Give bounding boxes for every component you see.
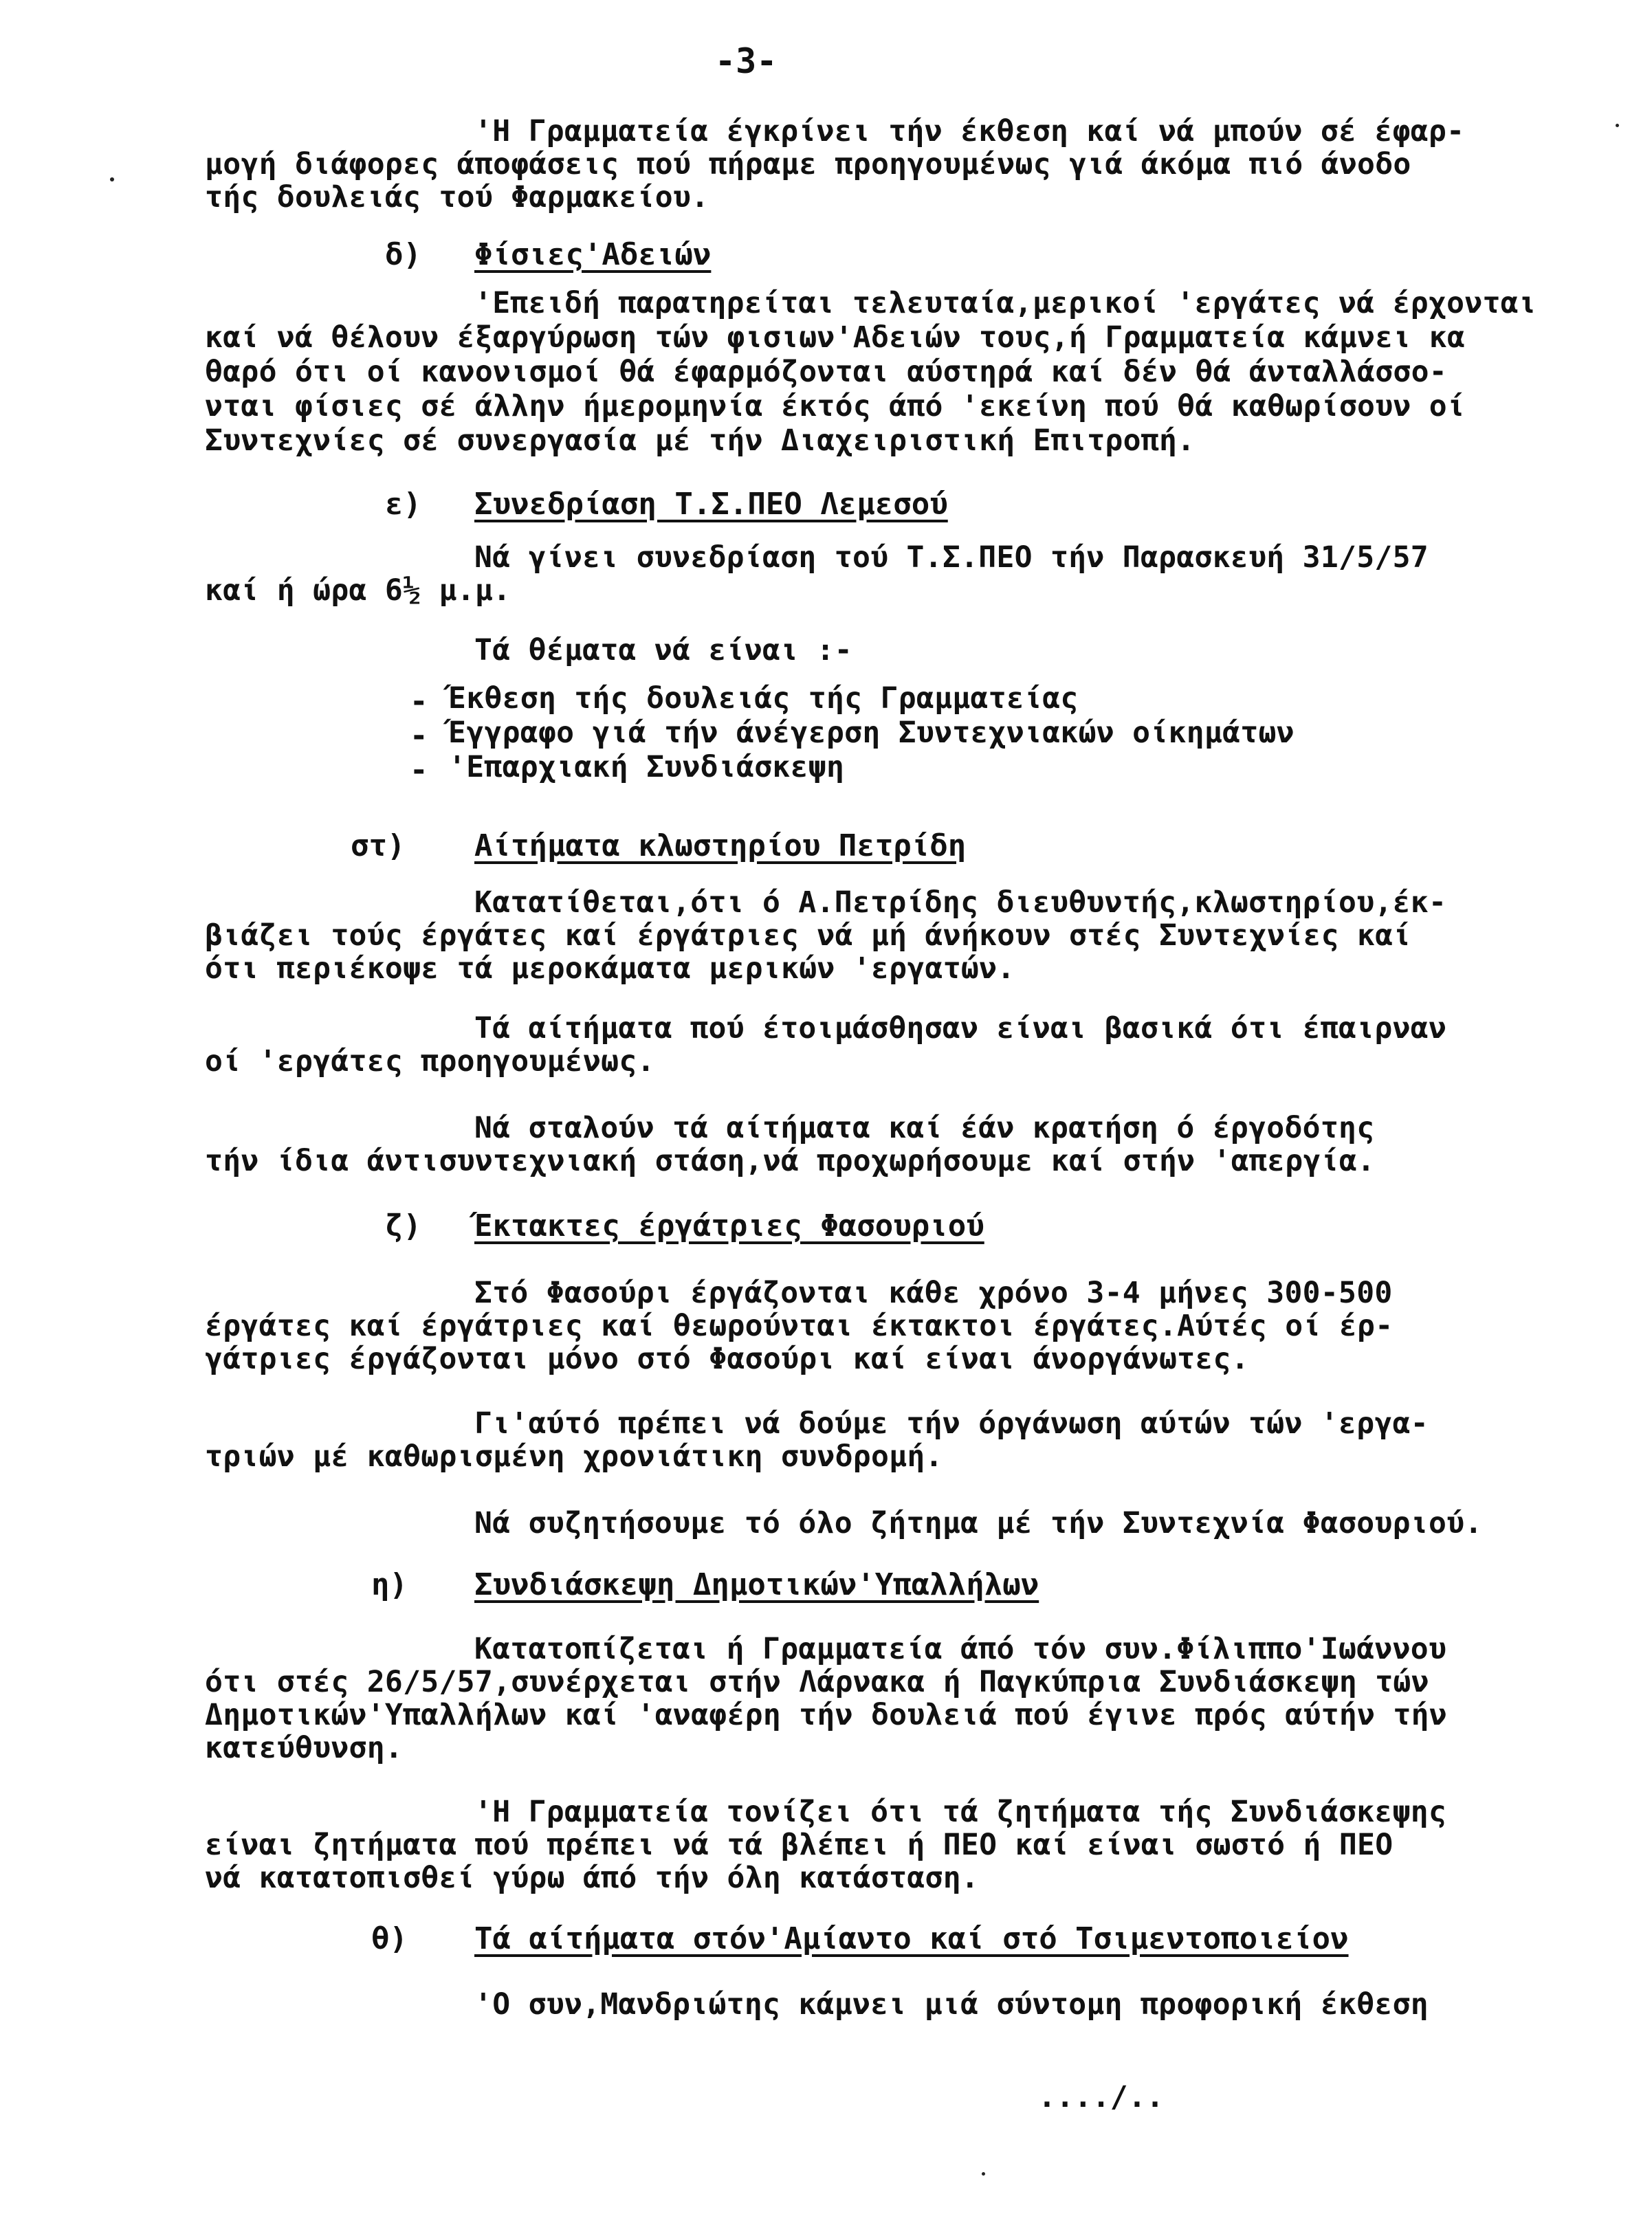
section-heading: Τά αίτήματα στόν'Αμίαντο καί στό Τσιμεντοποιείον — [474, 1921, 1349, 1956]
section-heading: Αίτήματα κλωστηρίου Πετρίδη — [474, 828, 967, 863]
body-line: 'Η Γραμματεία τονίζει ότι τά ζητήματα τής Συνδιάσκεψης — [474, 1795, 1447, 1829]
body-line: Κατατοπίζεται ή Γραμματεία άπό τόν συν.Φίλιππο'Ιωάννου — [474, 1632, 1447, 1666]
body-line: νά κατατοπισθεί γύρω άπό τήν όλη κατάσταση. — [205, 1861, 980, 1895]
body-line: βιάζει τούς έργάτες καί έργάτριες νά μή άνήκουν στές Συντεχνίες καί — [205, 918, 1411, 953]
body-line: Τά αίτήματα πού έτοιμάσθησαν είναι βασικά ότι έπαιρναν — [474, 1011, 1447, 1046]
body-line: έργάτες καί έργάτριες καί θεωρούνται έκτακτοι έργάτες.Αύτές οί έρ- — [205, 1309, 1394, 1343]
section-label: ε) — [385, 487, 421, 522]
section-heading: Συνδιάσκεψη Δημοτικών'Υπαλλήλων — [474, 1567, 1039, 1602]
body-line: 'Ο συν,Μανδριώτης κάμνει μιά σύντομη προφορική έκθεση — [474, 1987, 1429, 2022]
intro-line: μογή διάφορες άποφάσεις πού πήραμε προηγουμένως γιά άκόμα πιό άνοδο — [205, 147, 1411, 181]
topic-item: Έκθεση τής δουλειάς τής Γραμματείας — [448, 681, 1079, 716]
body-line: Δημοτικών'Υπαλλήλων καί 'αναφέρη τήν δουλειά πού έγινε πρός αύτήν τήν — [205, 1698, 1447, 1732]
topic-item: Έγγραφο γιά τήν άνέγερση Συντεχνιακών οίκημάτων — [448, 716, 1295, 750]
body-line: ότι στές 26/5/57,συνέρχεται στήν Λάρνακα ή Παγκύπρια Συνδιάσκεψη τών — [205, 1665, 1429, 1699]
body-line: Γι'αύτό πρέπει νά δούμε τήν όργάνωση αύτών τών 'εργα- — [474, 1406, 1429, 1441]
body-line: τριών μέ καθωρισμένη χρονιάτικη συνδρομή. — [205, 1439, 943, 1474]
body-line: θαρό ότι οί κανονισμοί θά έφαρμόζονται αύστηρά καί δέν θά άνταλλάσσο- — [205, 355, 1447, 389]
scan-speck — [110, 177, 114, 181]
body-line: Συντεχνίες σέ συνεργασία μέ τήν Διαχειριστική Επιτροπή. — [205, 423, 1196, 458]
topics-intro: Τά θέματα νά είναι :- — [474, 633, 852, 667]
bullet-dash: - — [410, 753, 428, 788]
body-line: Κατατίθεται,ότι ό Α.Πετρίδης διευθυντής,κλωστηρίου,έκ- — [474, 885, 1447, 920]
body-line: καί νά θέλουν έξαργύρωση τών φισιων'Αδειών τους,ή Γραμματεία κάμνει κα — [205, 320, 1466, 355]
section-heading: Έκτακτες έργάτριες Φασουριού — [474, 1208, 984, 1243]
body-line: Νά σταλούν τά αίτήματα καί έάν κρατήση ό έργοδότης — [474, 1111, 1375, 1145]
body-line: είναι ζητήματα πού πρέπει νά τά βλέπει ή ΠΕΟ καί είναι σωστό ή ΠΕΟ — [205, 1828, 1394, 1862]
body-line: 'Επειδή παρατηρείται τελευταία,μερικοί 'εργάτες νά έρχονται — [474, 286, 1537, 320]
section-heading: Συνεδρίαση Τ.Σ.ΠΕΟ Λεμεσού — [474, 487, 948, 522]
continuation-mark: ..../.. — [1038, 2080, 1165, 2114]
body-line: Στό Φασούρι έργάζονται κάθε χρόνο 3-4 μήνες 300-500 — [474, 1276, 1393, 1310]
section-label: στ) — [351, 828, 406, 863]
section-label: θ) — [371, 1921, 408, 1956]
section-label: η) — [371, 1567, 408, 1602]
body-line: καί ή ώρα 6½ μ.μ. — [205, 573, 511, 608]
body-line: κατεύθυνση. — [205, 1731, 404, 1765]
bullet-dash: - — [410, 684, 428, 719]
body-line: τήν ίδια άντισυντεχνιακή στάση,νά προχωρήσουμε καί στήν 'απεργία. — [205, 1144, 1376, 1178]
topic-item: 'Επαρχιακή Συνδιάσκεψη — [448, 750, 845, 784]
body-line: ότι περιέκοψε τά μεροκάματα μερικών 'εργατών. — [205, 951, 1015, 986]
scan-speck — [1616, 124, 1619, 127]
section-label: δ) — [385, 237, 421, 272]
body-line: οί 'εργάτες προηγουμένως. — [205, 1044, 655, 1079]
body-line: Νά γίνει συνεδρίαση τού Τ.Σ.ΠΕΟ τήν Παρασκευή 31/5/57 — [474, 540, 1429, 575]
section-heading: Φίσιες'Αδειών — [474, 237, 712, 272]
body-line: Νά συζητήσουμε τό όλο ζήτημα μέ τήν Συντεχνία Φασουριού. — [474, 1506, 1483, 1540]
body-line: νται φίσιες σέ άλλην ήμερομηνία έκτός άπό 'εκείνη πού θά καθωρίσουν οί — [205, 389, 1466, 423]
section-label: ζ) — [385, 1208, 421, 1243]
scan-speck — [982, 2172, 985, 2176]
intro-line: 'Η Γραμματεία έγκρίνει τήν έκθεση καί νά μπούν σέ έφαρ- — [474, 114, 1465, 148]
body-line: γάτριες έργάζονται μόνο στό Φασούρι καί είναι άνοργάνωτες. — [205, 1342, 1249, 1376]
page-number: -3- — [715, 41, 778, 81]
intro-line: τής δουλειάς τού Φαρμακείου. — [205, 180, 709, 214]
bullet-dash: - — [410, 718, 428, 753]
